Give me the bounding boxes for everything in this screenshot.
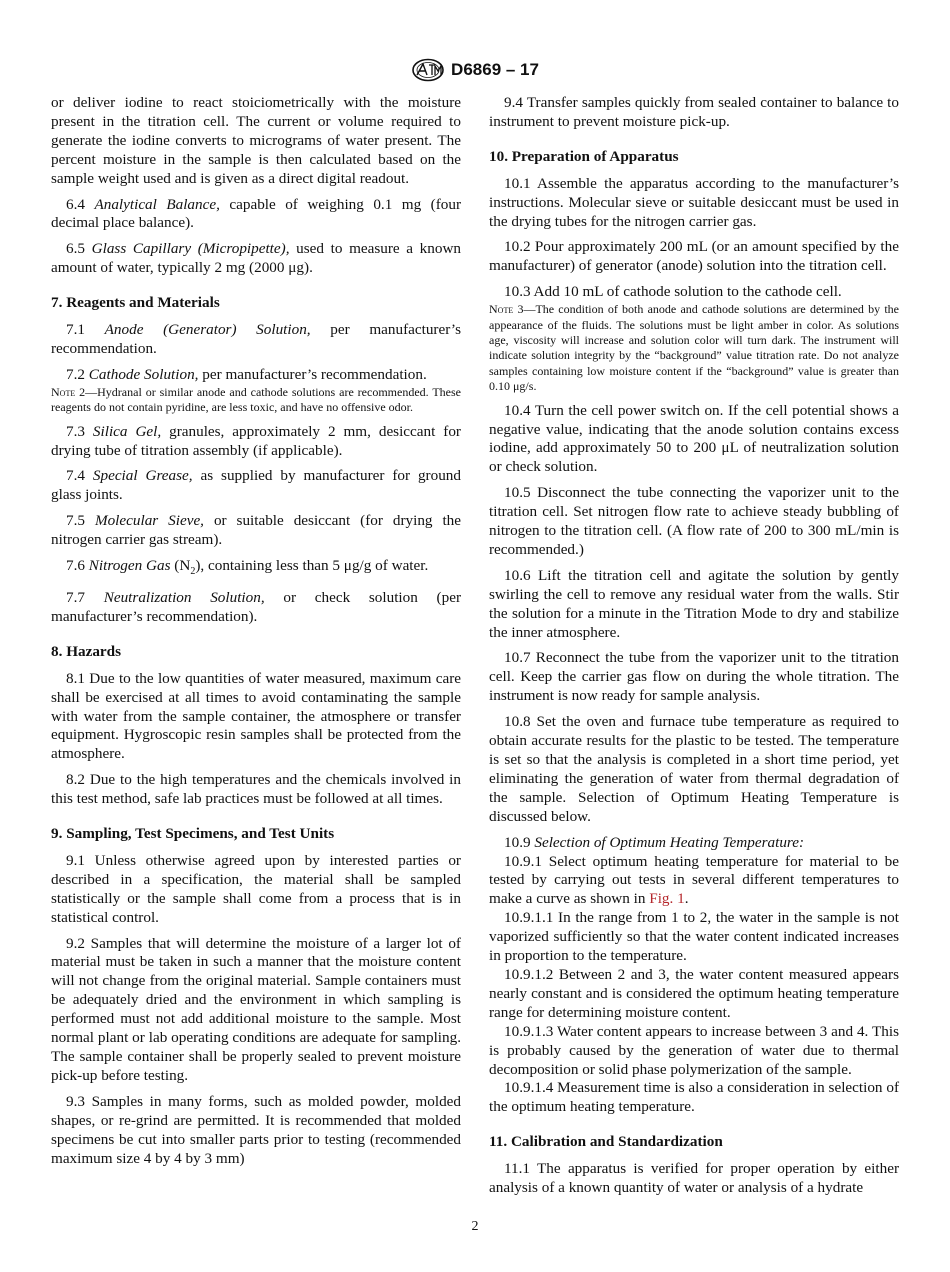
paragraph-7-5: 7.5 Molecular Sieve, or suitable desiccant (for drying the nitrogen carrier gas stream).	[51, 512, 462, 549]
paragraph-10-9-1-1: 10.9.1.1 In the range from 1 to 2, the water in the sample is not vaporized sufficiently so that the water content indicated increases in proportion to the temperature.	[489, 909, 899, 965]
paragraph-9-4: 9.4 Transfer samples quickly from sealed container to balance to instrument to prevent moisture pick-up.	[489, 94, 899, 130]
paragraph-7-4: 7.4 Special Grease, as supplied by manufacturer for ground glass joints.	[51, 467, 461, 504]
paragraph-6-4: 6.4 Analytical Balance, capable of weighing 0.1 mg (four decimal place balance).	[51, 195, 462, 232]
astm-logo-icon	[411, 58, 445, 82]
right-column	[489, 94, 899, 1205]
section-7-heading: 7. Reagents and Materials	[51, 294, 220, 312]
paragraph-10-9-1-2: 10.9.1.2 Between 2 and 3, the water content measured appears nearly constant and is considered the optimum heating temperature range for determining moisture content.	[489, 965, 899, 1021]
paragraph-6-5: 6.5 Glass Capillary (Micropipette), used to measure a known amount of water, typically 2 mg (2000 μg).	[51, 240, 462, 277]
paragraph-10-9: 10.9 Selection of Optimum Heating Temperature:	[504, 833, 805, 851]
paragraph-6-3-continued: or deliver iodine to react stoiciometrically with the moisture present in the titration cell. The current or volume required to generate the iodine converts to micrograms of water present. The percent moisture in the sample is then calculated based on the sample weight used and is given as a direct digital readout.	[51, 94, 461, 187]
paragraph-7-2: 7.2 Cathode Solution, per manufacturer’s recommendation.	[66, 365, 427, 383]
paragraph-9-1: 9.1 Unless otherwise agreed upon by interested parties or described in a specification, the material shall be sampled statistically or the sample shall come from a process that is in statistical control.	[51, 851, 461, 926]
section-11-heading: 11. Calibration and Standardization	[489, 1133, 723, 1151]
paragraph-7-3: 7.3 Silica Gel, granules, approximately 2 mm, desiccant for drying tube of titration assembly (if applicable).	[51, 422, 461, 459]
paragraph-10-9-1: 10.9.1 Select optimum heating temperature for material to be tested by carrying out tests in several different temperatures to make a curve as shown in Fig. 1.	[489, 852, 899, 908]
paragraph-10-4: 10.4 Turn the cell power switch on. If the cell potential shows a negative value, indicating that the anode solution contains excess iodine, add approximately 50 to 200 μL of neutralization solution or check solution.	[489, 401, 899, 476]
note-3: Note 3—The condition of both anode and cathode solutions are determined by the appearance of the fluids. The solutions must be light amber in color. As solutions age, viscosity will increase and solution color will turn dark. The instrument will indicate solution integrity by the “background” value titration rate. Do not analyze samples containing low moisture content if the “background” value is greater than 0.10 μg/s.	[489, 302, 900, 394]
paragraph-8-1: 8.1 Due to the low quantities of water measured, maximum care shall be exercised at all times to avoid contaminating the sample with water from the sample container, the atmosphere or transfer equipment. Hygroscopic resin samples shall be protected from the atmosphere.	[51, 669, 461, 763]
page-header	[0, 58, 950, 82]
paragraph-10-1: 10.1 Assemble the apparatus according to the manufacturer’s instructions. Molecular sieve or suitable desiccant must be used in the drying tubes for the nitrogen carrier gas.	[489, 174, 899, 230]
left-column	[51, 94, 461, 1175]
paragraph-10-3: 10.3 Add 10 mL of cathode solution to the cathode cell.	[504, 283, 842, 301]
section-10-heading: 10. Preparation of Apparatus	[489, 147, 679, 165]
paragraph-10-9-1-4: 10.9.1.4 Measurement time is also a consideration in selection of the optimum heating temperature.	[489, 1079, 899, 1116]
section-8-heading: 8. Hazards	[51, 642, 122, 660]
note-2: Note 2—Hydranal or similar anode and cathode solutions are recommended. These reagents do not contain pyridine, are less toxic, and have no offensive odor.	[51, 384, 461, 415]
paragraph-8-2: 8.2 Due to the high temperatures and the chemicals involved in this test method, safe lab practices must be followed at all times.	[51, 771, 461, 808]
paragraph-7-6: 7.6 Nitrogen Gas $(N_2)$, containing less than 5 μg/g of water.	[66, 557, 429, 578]
document-id: D6869 – 17	[451, 60, 539, 79]
paragraph-11-1: 11.1 The apparatus is verified for proper operation by either analysis of a known quantity of water or analysis of a hydrate	[489, 1160, 899, 1197]
section-9-heading: 9. Sampling, Test Specimens, and Test Units	[51, 825, 335, 843]
paragraph-7-1: 7.1 Anode (Generator) Solution, per manufacturer’s recommendation.	[51, 321, 461, 357]
paragraph-10-2: 10.2 Pour approximately 200 mL (or an amount specified by the manufacturer) of generator (anode) solution into the titration cell.	[489, 238, 899, 275]
paragraph-9-2: 9.2 Samples that will determine the moisture of a larger lot of material must be taken in such a manner that the moisture content will not change from the original material. Sample containers must be adequately dried and the environment in which sampling is performed must not add additional moisture to the sample. Most normal plant or lab operating conditions are adequate for sampling. The sample container shall be properly sealed to prevent moisture pick-up before testing.	[51, 934, 461, 1084]
page-number: 2	[471, 1219, 479, 1234]
paragraph-10-5: 10.5 Disconnect the tube connecting the vaporizer unit to the titration cell. Set nitrogen flow rate to achieve steady bubbling of nitrogen to the titration cell. (A flow rate of 200 to 300 mL/min is recommended.)	[489, 484, 899, 558]
paragraph-9-3: 9.3 Samples in many forms, such as molded powder, molded shapes, or re-grind are permitted. It is recommended that molded specimens be cut into smaller parts prior to testing (recommended maximum size 4 by 4 by 3 mm)	[51, 1092, 461, 1167]
paragraph-10-8: 10.8 Set the oven and furnace tube temperature as required to obtain accurate results for the plastic to be tested. The temperature is set so that the analysis is completed in a short time period, yet eliminating the generation of water from thermal degradation of the sample. Selection of Optimum Heating Temperature is discussed below.	[489, 713, 899, 825]
paragraph-10-6: 10.6 Lift the titration cell and agitate the solution by gently swirling the cell to remove any residual water from the walls. Stir the solution for a minute in the Titration Mode to dry and stabilize the inner atmosphere.	[489, 566, 899, 641]
paragraph-10-7: 10.7 Reconnect the tube from the vaporizer unit to the titration cell. Keep the carrier gas flow on during the whole titration. The instrument is now ready for sample analysis.	[489, 649, 899, 705]
paragraph-7-7: 7.7 Neutralization Solution, or check solution (per manufacturer’s recommendation).	[51, 588, 462, 625]
paragraph-10-9-1-3: 10.9.1.3 Water content appears to increase between 3 and 4. This is probably caused by the generation of water due to thermal decomposition or solid phase polymerization of the sample.	[489, 1022, 899, 1078]
figure-1-link[interactable]: Fig. 1	[649, 890, 685, 908]
